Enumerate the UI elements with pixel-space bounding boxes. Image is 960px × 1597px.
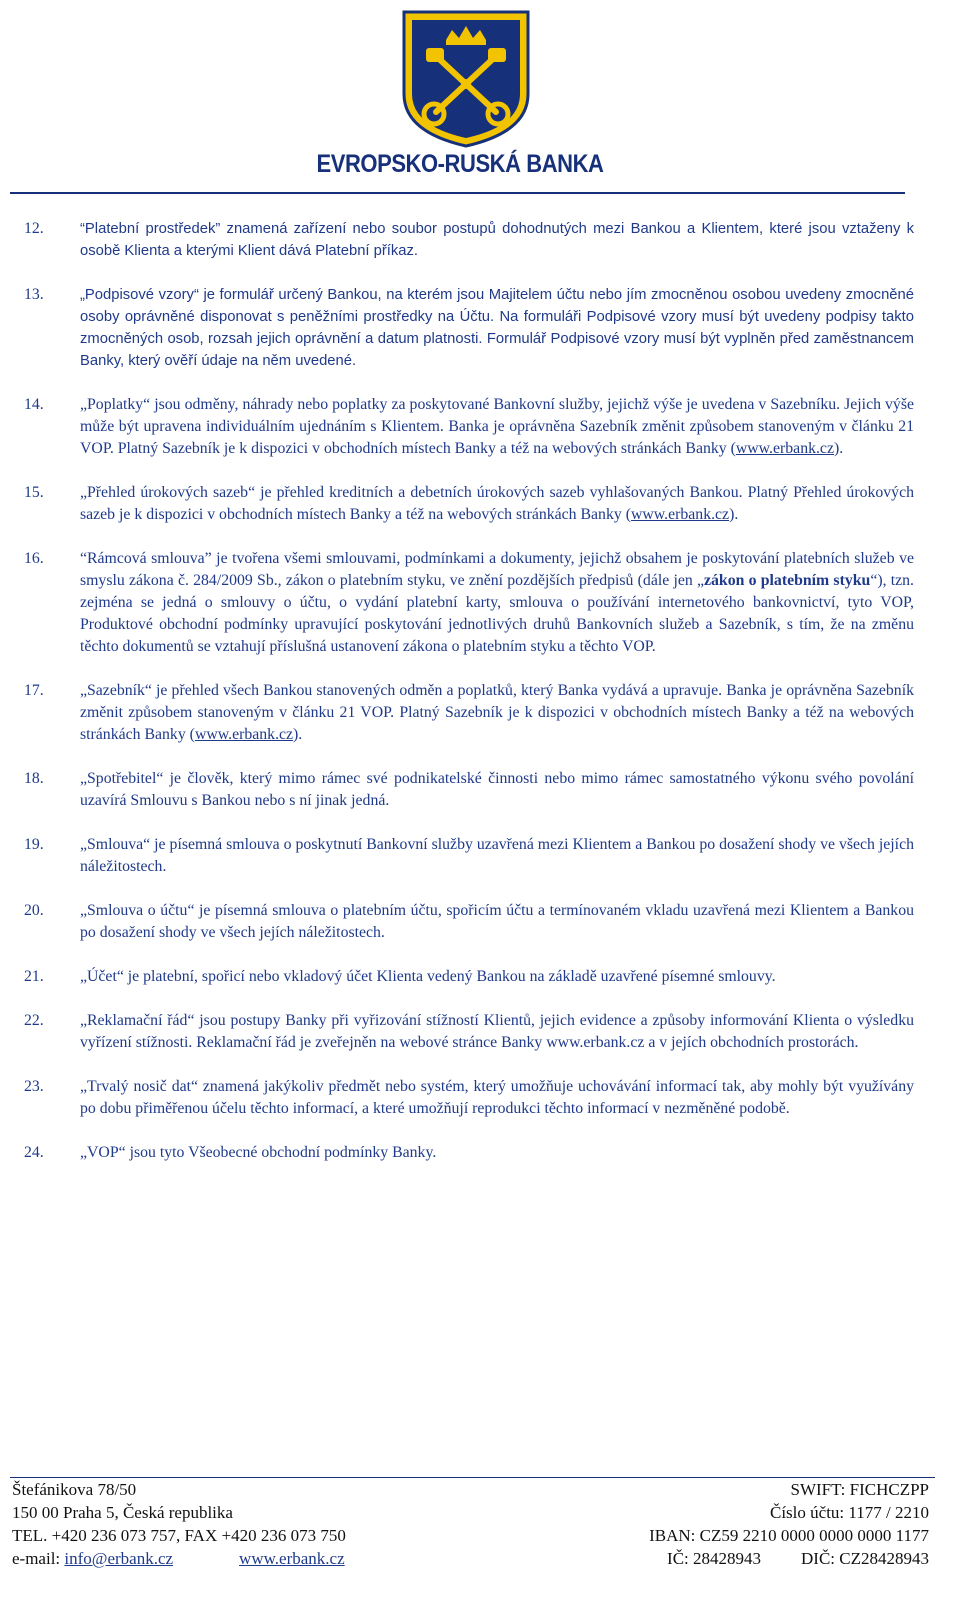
definition-text [80,548,914,658]
text-segment: “Rámcová smlouva” je tvořena všemi smlouvami, podmínkami a dokumenty, jejichž obsahem je poskytování platebních služeb ve smyslu zákona č. 284/2009 Sb., zákon o platebním styku, ve znění pozdějších předpisů (dále jen „ [80,550,914,589]
definitions-list [24,218,914,1186]
definition-item [24,966,914,988]
page-footer [12,1478,929,1570]
text-segment: „Reklamační řád“ jsou postupy Banky při vyřizování stížností Klientů, jejich evidence a způsoby informování Klienta o výsledku vyřízení stížnosti. Reklamační řád je zveřejněn na webové stránce Banky www.erbank.cz a v jejích obchodních prostorách. [80,1012,914,1051]
definition-number: 17. [24,682,44,699]
text-segment: „Sazebník“ je přehled všech Bankou stanovených odměn a poplatků, který Banka vydává a upravuje. Banka je oprávněna Sazebník změnit způsobem stanoveným v článku 21 VOP. Platný Sazebník je k dispozici v obchodních místech Banky a též na webových stránkách Banky ( [80,682,914,743]
text-segment: “), tzn. zejména se jedná o smlouvy o účtu, o vydání platební karty, smlouva o používání internetového bankovnictví, tyto VOP, Produktové obchodní podmínky upravující poskytování jednotlivých druhů Bankovních služeb a Sazebník, s tím, že na změnu těchto dokumentů se vztahují příslušná ustanovení zákona o platebním styku a těchto VOP. [80,572,915,655]
definition-text [80,482,914,526]
bank-brand-name: EVROPSKO-RUSKÁ BANKA [316,150,604,178]
definition-number: 18. [24,770,44,787]
text-segment: „Účet“ je platební, spořicí nebo vkladový účet Klienta vedený Bankou na základě uzavřené písemné smlouvy. [80,968,776,985]
definition-item [24,768,914,812]
definition-text [80,1010,914,1054]
footer-swift: SWIFT: FICHCZPP [790,1480,929,1499]
definition-text [80,284,914,372]
footer-account: Číslo účtu: 1177 / 2210 [770,1503,929,1522]
definition-item [24,394,914,460]
footer-ic: IČ: 28428943 [667,1549,762,1568]
web-link[interactable]: www.erbank.cz [735,440,834,457]
definition-number: 12. [24,220,44,237]
text-segment: „Smlouva o účtu“ je písemná smlouva o platebním účtu, spořicím účtu a termínovaném vkladu uzavřená mezi Klientem a Bankou po dosažení shody ve všech jejích náležitostech. [80,902,914,941]
definition-number: 23. [24,1078,44,1095]
text-segment: „VOP“ jsou tyto Všeobecné obchodní podmínky Banky. [80,1144,437,1161]
definition-text [80,394,914,460]
definition-text [80,680,914,746]
footer-email-label: e-mail: [12,1549,65,1568]
definition-item [24,1142,914,1164]
definition-item [24,680,914,746]
definition-item [24,218,914,262]
definition-item [24,834,914,878]
footer-dic: DIČ: CZ28428943 [801,1549,929,1568]
footer-street: Štefánikova 78/50 [12,1480,137,1499]
text-segment: „Poplatky“ jsou odměny, náhrady nebo poplatky za poskytované Bankovní služby, jejichž výše je uvedena v Sazebníku. Jejich výše může být upravena individuálním ujednáním s Klientem. Banka je oprávněna Sazebník změnit způsobem stanoveným v článku 21 VOP. Platný Sazebník je k dispozici v obchodních místech Banky a též na webových stránkách Banky ( [80,396,914,457]
footer-ids [667,1547,929,1570]
text-segment: ). [293,726,303,743]
footer-email-link[interactable]: info@erbank.cz [64,1549,174,1568]
text-segment: ). [729,506,739,523]
keys-crest-icon [396,8,536,148]
text-segment: „Smlouva“ je písemná smlouva o poskytnutí Bankovní služby uzavřená mezi Klientem a Bankou po dosažení shody ve všech jejích náležitostech. [80,836,914,875]
web-link[interactable]: www.erbank.cz [630,506,730,523]
definition-text [80,900,914,944]
footer-phone-fax: TEL. +420 236 073 757, FAX +420 236 073 750 [12,1526,346,1545]
definition-text [80,834,914,878]
definition-text [80,1076,914,1120]
text-segment: „Spotřebitel“ je člověk, který mimo rámec své podnikatelské činnosti nebo mimo rámec samostatného výkonu svého povolání uzavírá Smlouvu s Bankou nebo s ní jinak jedná. [80,770,914,809]
definition-item [24,1076,914,1120]
footer-city: 150 00 Praha 5, Česká republika [12,1503,233,1522]
definition-number: 13. [24,286,44,303]
text-segment: „Trvalý nosič dat“ znamená jakýkoliv předmět nebo systém, který umožňuje uchovávání informací tak, aby mohly být využívány po dobu přiměřenou účelu těchto informací, a které umožňují reprodukci těchto informací v nezměněné podobě. [80,1078,914,1117]
footer-contacts [12,1547,345,1570]
definition-number: 21. [24,968,44,985]
text-segment: „Podpisové vzory“ je formulář určený Bankou, na kterém jsou Majitelem účtu nebo jím zmocněnou osobou uvedeny zmocněné osoby oprávněné disponovat s peněžními prostředky na Účtu. Na formuláři Podpisové vzory musí být uvedeny podpisy takto zmocněných osob, rozsah jejich oprávnění a datum platnosti. Formulář Podpisové vzory musí být vyplněn před zaměstnancem Banky, který ověří údaje na něm uvedené. [80,287,914,369]
text-segment: ). [833,440,844,457]
definition-item [24,1010,914,1054]
definition-text [80,1142,914,1164]
footer-web-link[interactable]: www.erbank.cz [239,1549,345,1568]
web-link[interactable]: www.erbank.cz [194,726,294,743]
definition-item [24,548,914,658]
text-segment: „Přehled úrokových sazeb“ je přehled kreditních a debetních úrokových sazeb vyhlašovaných Bankou. Platný Přehled úrokových sazeb je k dispozici v obchodních místech Banky a též na webových stránkách Banky ( [80,484,914,523]
header-divider [10,192,905,194]
definition-item [24,482,914,526]
footer-row [12,1478,929,1501]
definition-item [24,284,914,372]
definition-number: 15. [24,484,44,501]
footer-row [12,1501,929,1524]
definition-number: 24. [24,1144,44,1161]
bold-term: zákon o platebním styku [704,572,871,589]
definition-text [80,966,914,988]
definition-number: 22. [24,1012,44,1029]
definition-text [80,768,914,812]
page-header [10,0,910,195]
text-segment: “Platební prostředek” znamená zařízení nebo soubor postupů dohodnutých mezi Bankou a Klientem, které jsou vztaženy k osobě Klienta a kterými Klient dává Platební příkaz. [80,221,914,259]
definition-item [24,900,914,944]
definition-number: 16. [24,550,44,567]
definition-number: 14. [24,396,44,413]
footer-iban: IBAN: CZ59 2210 0000 0000 0000 1177 [649,1526,929,1545]
footer-row [12,1547,929,1570]
definition-number: 20. [24,902,44,919]
definition-number: 19. [24,836,44,853]
definition-text [80,218,914,262]
footer-row [12,1524,929,1547]
